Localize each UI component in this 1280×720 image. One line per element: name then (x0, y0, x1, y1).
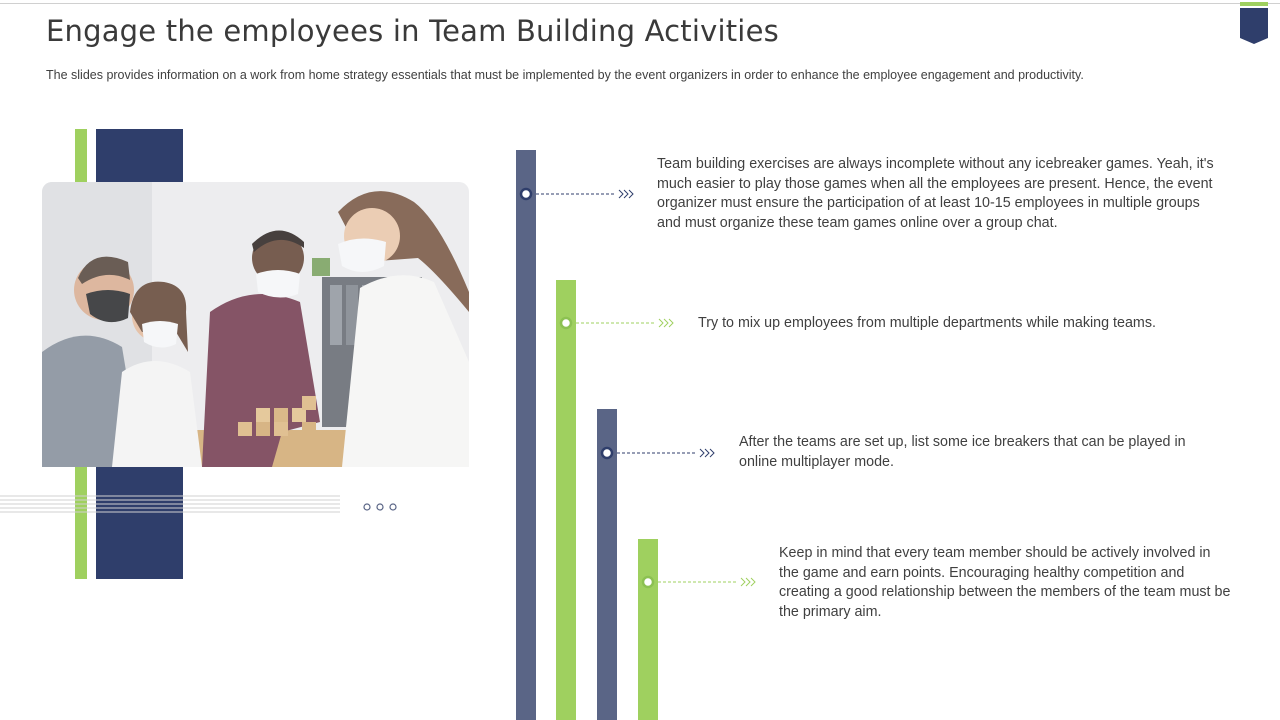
page-title: Engage the employees in Team Building Activities (46, 14, 779, 48)
page-subtitle: The slides provides information on a work from home strategy essentials that must be implemented by the event organizers in order to enhance the employee engagement and productivity. (46, 68, 1084, 82)
item-3-text: After the teams are set up, list some ice breakers that can be played in online multiplayer mode. (739, 434, 1186, 470)
team-photo-icon (42, 182, 469, 467)
timeline-bar-1 (516, 150, 536, 720)
connector-2-icon (558, 316, 680, 330)
connector-4-icon (640, 575, 762, 589)
connector-1-icon (518, 187, 640, 201)
item-1-text: Team building exercises are always incomplete without any icebreaker games. Yeah, it's much easier to play those games when all the employees are present. Hence, the event organizer must ensure the participation of at least 10-15 employees in multiple groups and must organize these team games online over a group chat. (657, 156, 1214, 231)
team-photo (42, 182, 469, 467)
connector-3-icon (599, 446, 721, 460)
ellipsis-dots-icon (362, 502, 398, 512)
item-2-text: Try to mix up employees from multiple departments while making teams. (698, 315, 1156, 331)
deco-horizontal-lines (0, 494, 340, 516)
item-4-text: Keep in mind that every team member should be actively involved in the game and earn points. Encouraging healthy competition and creating a good relationship between the members of the team must be the primary aim. (779, 545, 1231, 620)
timeline-bar-4 (638, 539, 658, 720)
top-rule (0, 3, 1280, 4)
bookmark-icon (1240, 2, 1268, 44)
timeline-bar-2 (556, 280, 576, 720)
